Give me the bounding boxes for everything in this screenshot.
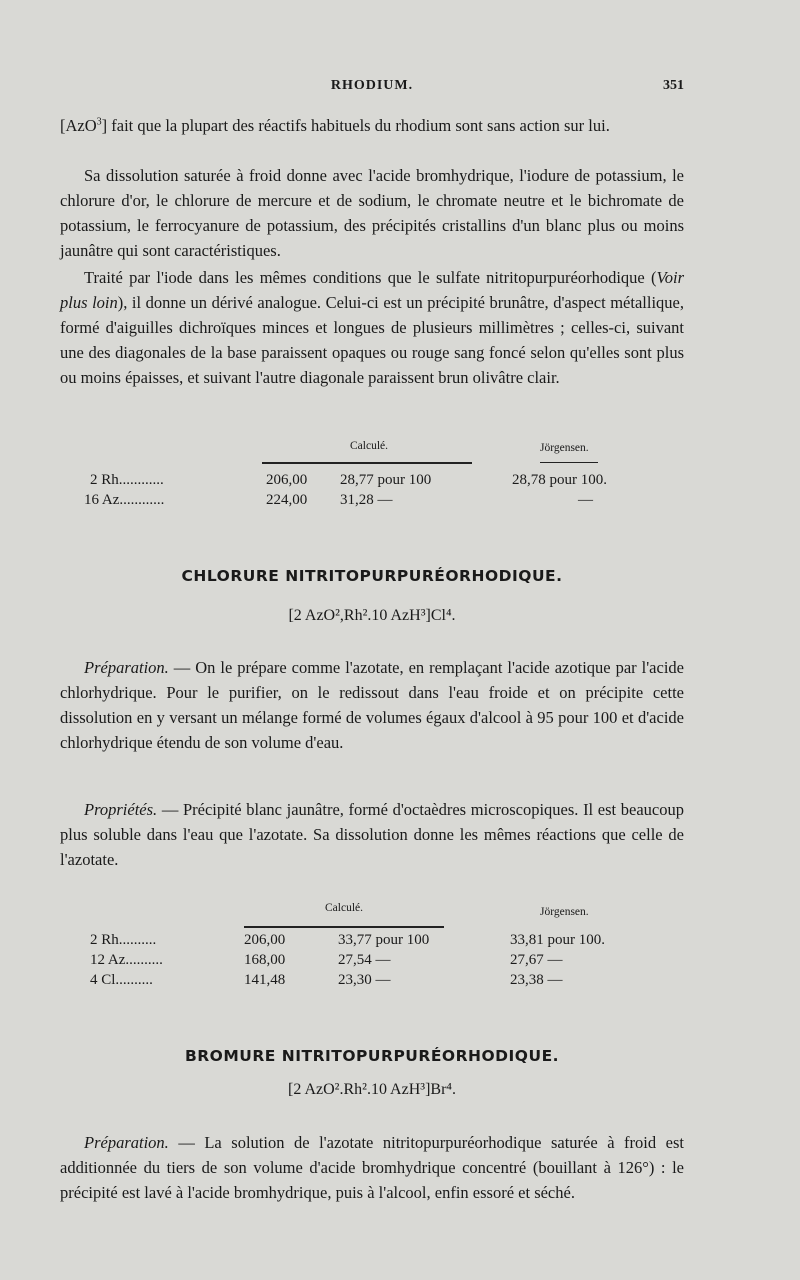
preparation-paragraph-2 [60,1130,684,1205]
row-label: 12 Az.......... [90,952,163,968]
section-heading-chlorure: CHLORURE NITRITOPURPURÉORHODIQUE. [181,567,563,585]
preparation-text: — La solution de l'azotate nitritopurpuréorhodique saturée à froid est additionnée du tiers de son volume d'acide bromhydrique concentré (bouillant à 126°) : le précipité est lavé à l'acide bromhydrique, puis à l'alcool, enfin essoré et séché. [60,1133,684,1202]
paragraph-3 [60,265,684,390]
row-percent: 23,30 — [338,972,391,988]
row-percent: 33,77 pour 100 [338,932,430,948]
formula-superscript: 3 [96,116,102,128]
row-jorgensen: — [578,492,593,508]
row-value: 141,48 [244,972,286,988]
calc-brace [244,926,444,928]
formula-inline: [AzO [60,116,97,135]
preparation-label: Préparation. [84,658,169,677]
preparation-paragraph-1 [60,655,684,755]
row-percent: 31,28 — [340,492,393,508]
row-jorgensen: 28,78 pour 100. [512,472,607,488]
paragraph-2: Sa dissolution saturée à froid donne avec l'acide bromhydrique, l'iodure de potassium, le chlorure d'or, le chlorure de mercure et de sodium, le chromate neutre et le bichromate de potassium, le ferrocyanure de potassium, des précipités cristallins d'un blanc plus ou moins jaunâtre qui sont caractéristiques. [60,166,684,260]
running-title: RHODIUM. [330,78,414,93]
page-number: 351 [663,78,684,93]
row-value: 206,00 [244,932,286,948]
preparation-label: Préparation. [84,1133,169,1152]
row-jorgensen: 27,67 — [510,952,563,968]
calc-header: Calculé. [350,440,388,452]
running-header [60,78,684,100]
properties-paragraph [60,797,684,872]
row-percent: 28,77 pour 100 [340,472,432,488]
formula-chlorure: [2 AzO²,Rh².10 AzH³]Cl⁴. [288,607,456,624]
row-label: 2 Rh.......... [90,932,157,948]
row-percent: 27,54 — [338,952,391,968]
row-label: 16 Az............ [84,492,165,508]
paragraph-3-text-b: ), il donne un dérivé analogue. Celui-ci est un précipité brunâtre, d'aspect métallique, formé d'aiguilles dichroïques minces et longues de plusieurs millimètres ; celles-ci, suivant une des diagonales de la base paraissent opaques ou rouge sang foncé selon qu'elles sont plus ou moins épaisses, et suivant l'autre diagonale paraissent brun olivâtre clair. [60,293,684,387]
jorgensen-rule [540,462,598,463]
properties-text: — Précipité blanc jaunâtre, formé d'octaèdres microscopiques. Il est beaucoup plus soluble dans l'eau que l'azotate. Sa dissolution donne les mêmes réactions que celle de l'azotate. [60,800,684,869]
section-heading-bromure: BROMURE NITRITOPURPURÉORHODIQUE. [184,1047,560,1065]
formula-bromure: [2 AzO².Rh².10 AzH³]Br⁴. [288,1081,456,1098]
paragraph-3-text-a: Traité par l'iode dans les mêmes conditions que le sulfate nitritopurpuréorhodique ( [84,268,657,287]
calc-header: Calculé. [325,902,363,914]
row-label: 2 Rh............ [90,472,164,488]
properties-label: Propriétés. [84,800,158,819]
calc-brace [262,462,472,464]
row-jorgensen: 33,81 pour 100. [510,932,605,948]
cross-reference: Voir plus loin [60,268,684,312]
jorgensen-header: Jörgensen. [540,906,589,918]
jorgensen-header: Jörgensen. [540,442,589,454]
row-value: 224,00 [266,492,308,508]
row-value: 168,00 [244,952,286,968]
row-value: 206,00 [266,472,308,488]
formula-bracket: ] [101,116,108,135]
preparation-text: — On le prépare comme l'azotate, en remplaçant l'acide azotique par l'acide chlorhydrique. Pour le purifier, on le redissout dans l'eau froide et on précipite cette dissolution en y versant un mélange formé de volumes égaux d'alcool à 95 pour 100 et d'acide chlorhydrique étendu de son volume d'eau. [60,658,684,752]
paragraph-1 [60,113,684,138]
row-label: 4 Cl.......... [90,972,153,988]
paragraph-1-text: fait que la plupart des réactifs habituels du rhodium sont sans action sur lui. [111,116,610,135]
row-jorgensen: 23,38 — [510,972,563,988]
